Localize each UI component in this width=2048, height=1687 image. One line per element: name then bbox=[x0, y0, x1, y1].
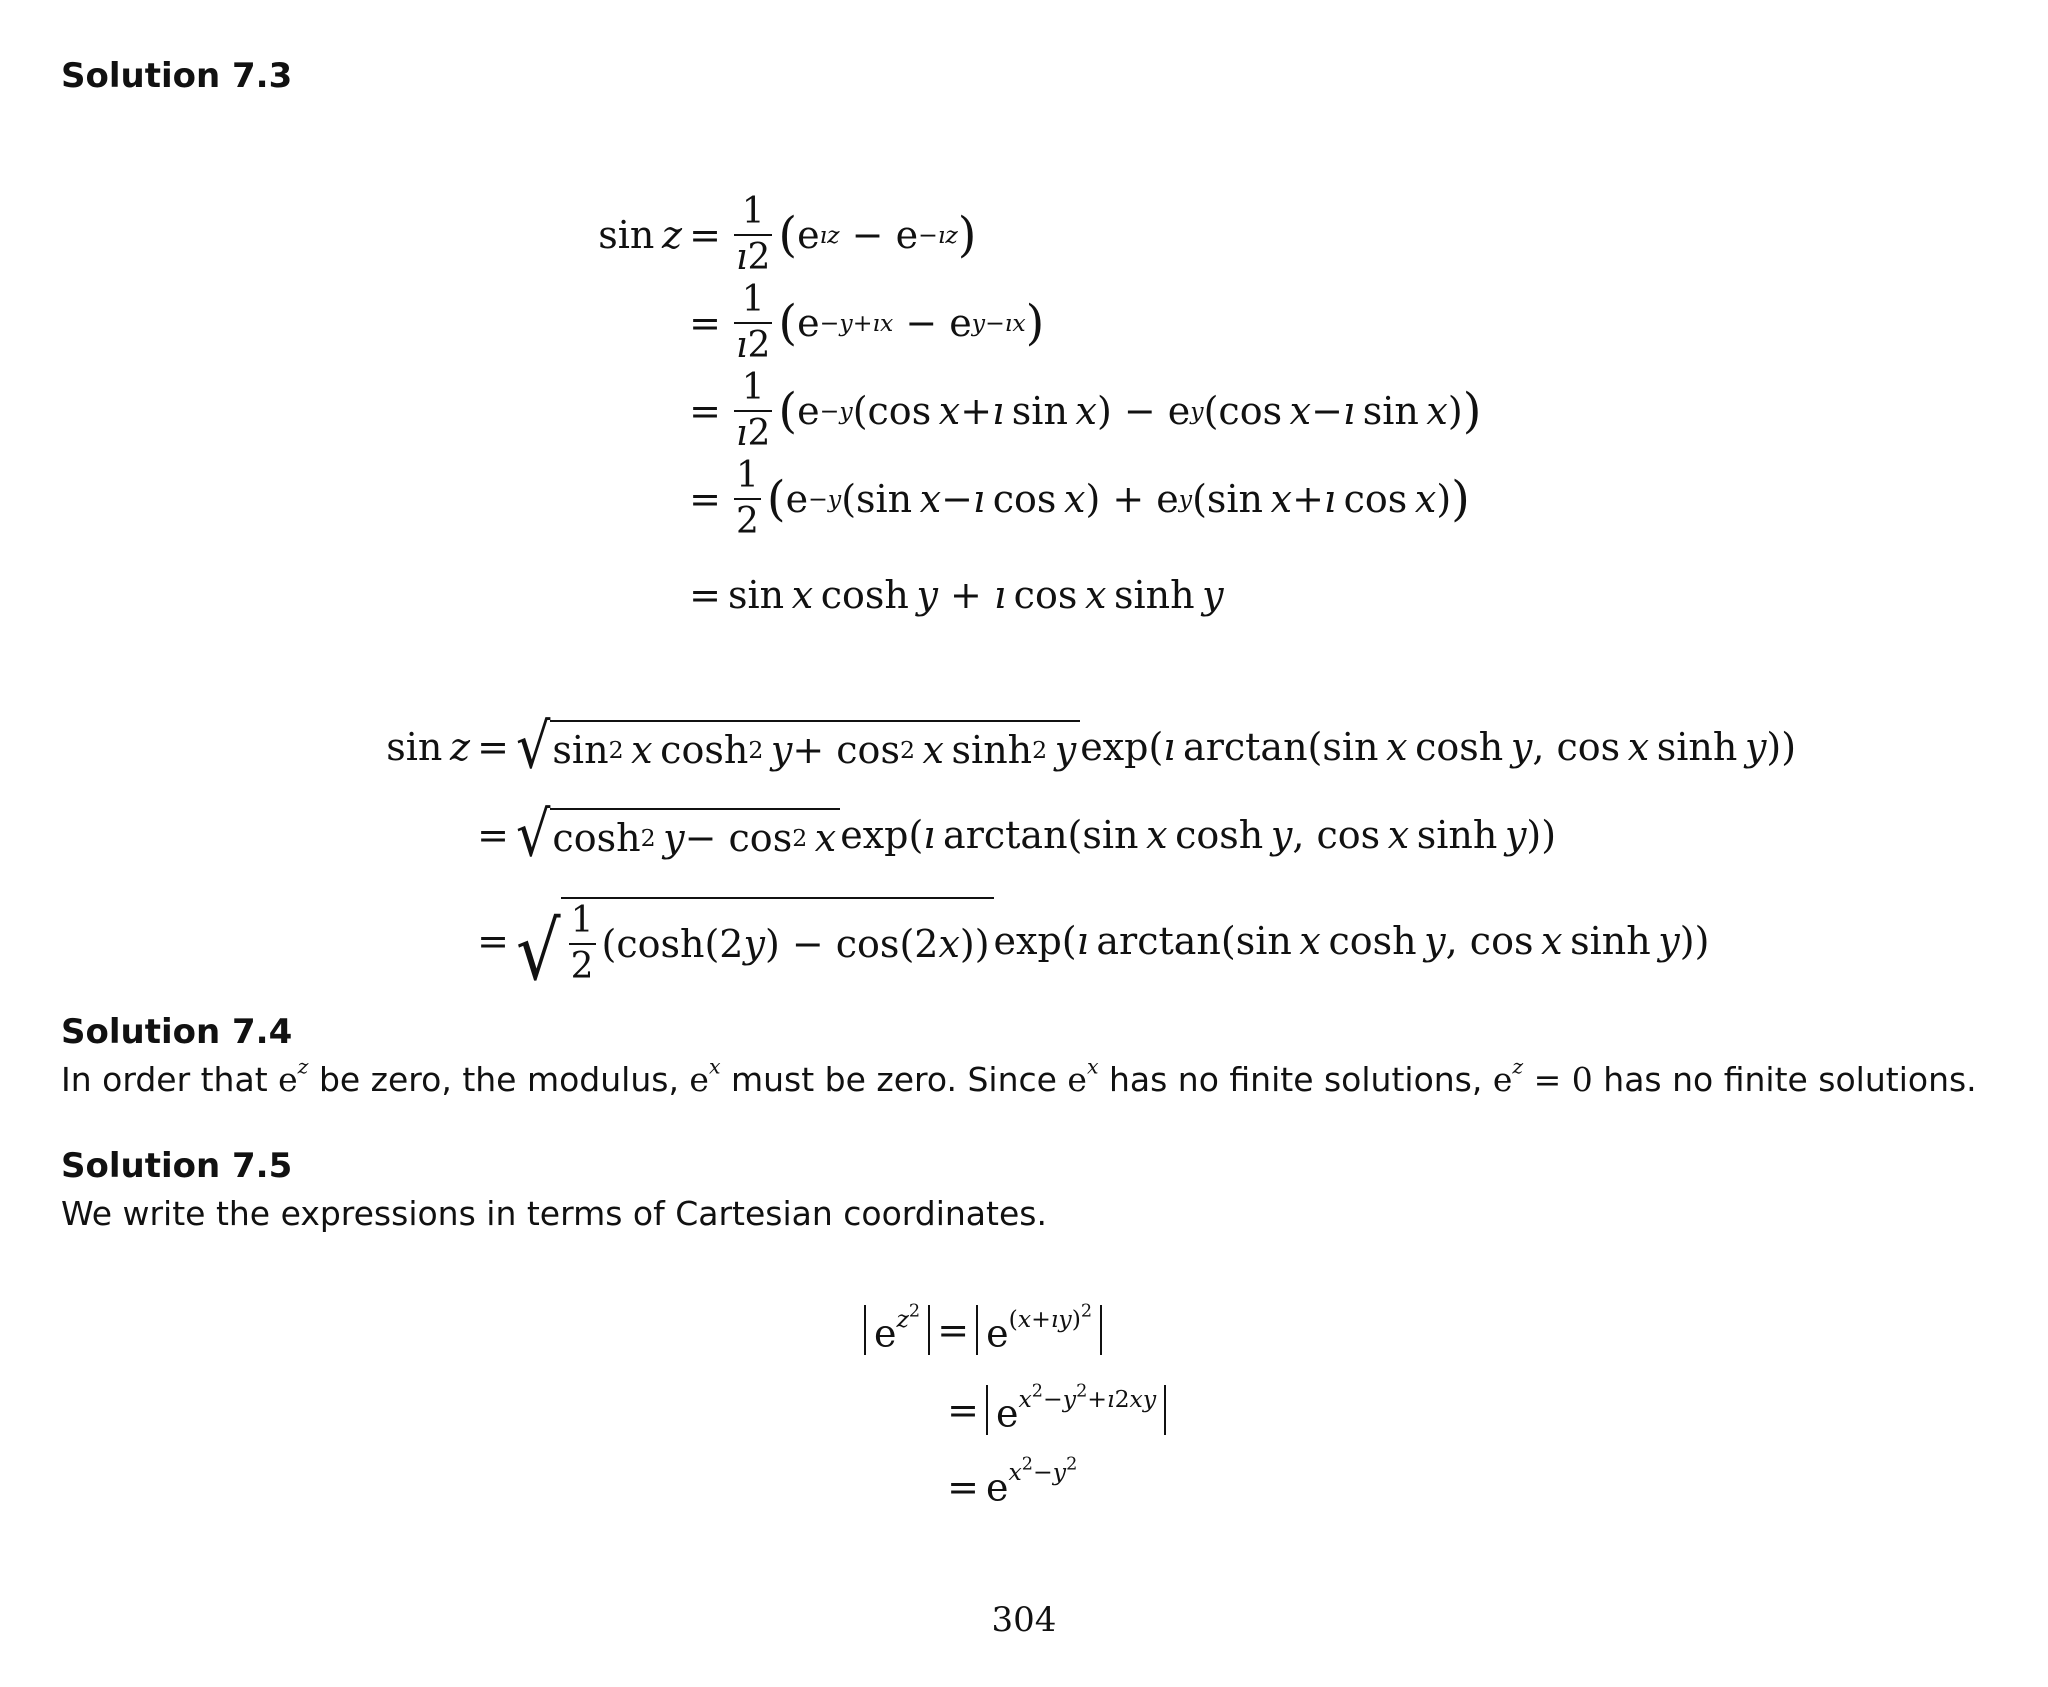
text-run: has no finite solutions, bbox=[1098, 1060, 1493, 1099]
equation-line-7: = √ cosh 2 y − cos 2 x exp(ı arctan(sin x cosh y, cos x sinh y)) bbox=[477, 798, 1557, 871]
text-run: In order that bbox=[61, 1060, 279, 1099]
equation-line-3: = $\frac{1}{ı2}$ ( e −y (cos x + ı sin x ) − e y (cos x − ı sin x ) ) bbox=[689, 367, 1482, 454]
equation-line-10: = $e^{x^2-y^2+ı2xy}$ bbox=[940, 1370, 1166, 1450]
heading-solution-7-4: Solution 7.4 bbox=[61, 1012, 293, 1052]
text-run: be zero, the modulus, bbox=[308, 1060, 690, 1099]
paragraph-solution-7-5: We write the expressions in terms of Cartesian coordinates. bbox=[61, 1194, 1047, 1233]
equation-line-5: = sin x cosh y + ı cos x sinh y bbox=[689, 573, 1224, 617]
math-exp-z-equals-zero: $e^z = 0$ bbox=[1492, 1054, 1593, 1099]
equation-line-1: sin z = $\frac{1}{ı2}$ ( e ız − e −ız ) bbox=[598, 191, 977, 278]
equation-line-8: = √ $\frac{1}{2}$ (cosh(2 y ) − cos(2 x )) exp(ı arctan(sin x cosh y, cos x sinh y)) bbox=[470, 896, 1709, 986]
math-exp-z: $e^z$ bbox=[278, 1054, 309, 1099]
equation-line-2: = $\frac{1}{ı2}$ ( e −y+ıx − e y−ıx ) bbox=[689, 279, 1045, 366]
paragraph-solution-7-4 bbox=[61, 1054, 1977, 1100]
page-number: 304 bbox=[991, 1600, 1057, 1640]
heading-solution-7-3: Solution 7.3 bbox=[61, 56, 293, 96]
equation-line-9: $e^{z^2}$ = $e^{(x+ıy)^2}$ bbox=[864, 1290, 1102, 1370]
equation-line-11: = $e^{x^2-y^2}$ bbox=[947, 1454, 1078, 1510]
text-run: has no finite solutions. bbox=[1592, 1060, 1977, 1099]
equation-line-4: = $\frac{1}{2}$ ( e −y (sin x − ı cos x ) + e y (sin x + ı cos x ) ) bbox=[689, 455, 1470, 542]
math-exp-x-2: $e^x$ bbox=[1067, 1054, 1099, 1099]
math-exp-x: $e^x$ bbox=[689, 1054, 721, 1099]
heading-solution-7-5: Solution 7.5 bbox=[61, 1146, 293, 1186]
equation-line-6: sin z = √ sin 2 x cosh 2 y + cos 2 x sinh 2 y exp(ı arctan(sin x cosh y, cos x sinh y)) bbox=[386, 710, 1797, 783]
text-run: must be zero. Since bbox=[720, 1060, 1068, 1099]
